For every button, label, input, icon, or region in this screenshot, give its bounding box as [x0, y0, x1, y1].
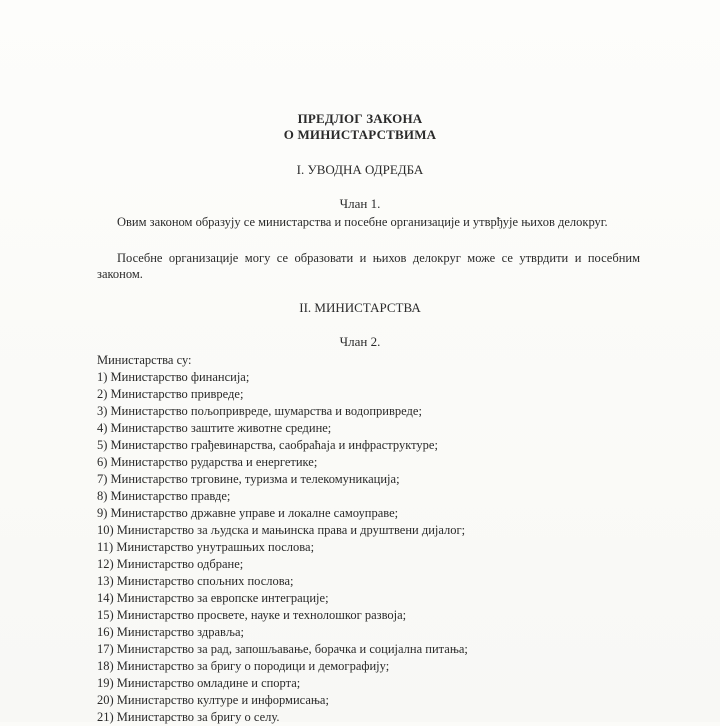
ministry-item: 20) Министарство културе и информисања;: [97, 693, 329, 707]
ministry-item: 7) Министарство трговине, туризма и телекомуникација;: [97, 472, 400, 486]
ministry-item: 21) Министарство за бригу о селу.: [97, 710, 280, 724]
article-2-heading: Члан 2.: [339, 334, 381, 349]
ministry-item: 11) Министарство унутрашњих послова;: [97, 540, 315, 554]
ministry-item: 19) Министарство омладине и спорта;: [97, 676, 301, 690]
section-heading-ministries: II. МИНИСТАРСТВА: [299, 300, 421, 315]
ministry-item: 12) Министарство одбране;: [97, 557, 244, 571]
article-1-paragraph-1: Овим законом образују се министарства и посебне организације и утврђује њихов делокруг.: [117, 215, 608, 229]
document-title-line1: ПРЕДЛОГ ЗАКОНА: [297, 111, 423, 126]
ministry-item: 5) Министарство грађевинарства, саобраћаја и инфраструктуре;: [97, 438, 438, 452]
ministry-item: 4) Министарство заштите животне средине;: [97, 421, 332, 435]
article-1-heading: Члан 1.: [339, 196, 381, 211]
ministries-list-intro: Министарства су:: [97, 353, 192, 367]
document-title-line2: О МИНИСТАРСТВИМА: [283, 127, 437, 142]
ministry-item: 9) Министарство државне управе и локалне самоуправе;: [97, 506, 399, 520]
ministry-item: 15) Министарство просвете, науке и технолошког развоја;: [97, 608, 407, 622]
ministry-item: 16) Министарство здравља;: [97, 625, 245, 639]
ministry-item: 14) Министарство за европске интеграције;: [97, 591, 329, 605]
ministry-item: 13) Министарство спољних послова;: [97, 574, 294, 588]
ministry-item: 10) Министарство за људска и мањинска права и друштвени дијалог;: [97, 523, 466, 537]
article-1-paragraph-2: Посебне организације могу се образовати и њихов делокруг може се утврдити и посебним законом.: [97, 251, 640, 281]
ministry-item: 8) Министарство правде;: [97, 489, 231, 503]
ministry-item: 2) Министарство привреде;: [97, 387, 244, 401]
ministry-item: 18) Министарство за бригу о породици и демографију;: [97, 659, 390, 673]
ministry-item: 3) Министарство пољопривреде, шумарства и водопривреде;: [97, 404, 422, 418]
ministries-list: [97, 352, 657, 726]
ministry-item: 1) Министарство финансија;: [97, 370, 250, 384]
ministry-item: 6) Министарство рударства и енергетике;: [97, 455, 318, 469]
section-heading-intro: I. УВОДНА ОДРЕДБА: [296, 162, 424, 177]
ministry-item: 17) Министарство за рад, запошљавање, борачка и социјална питања;: [97, 642, 468, 656]
